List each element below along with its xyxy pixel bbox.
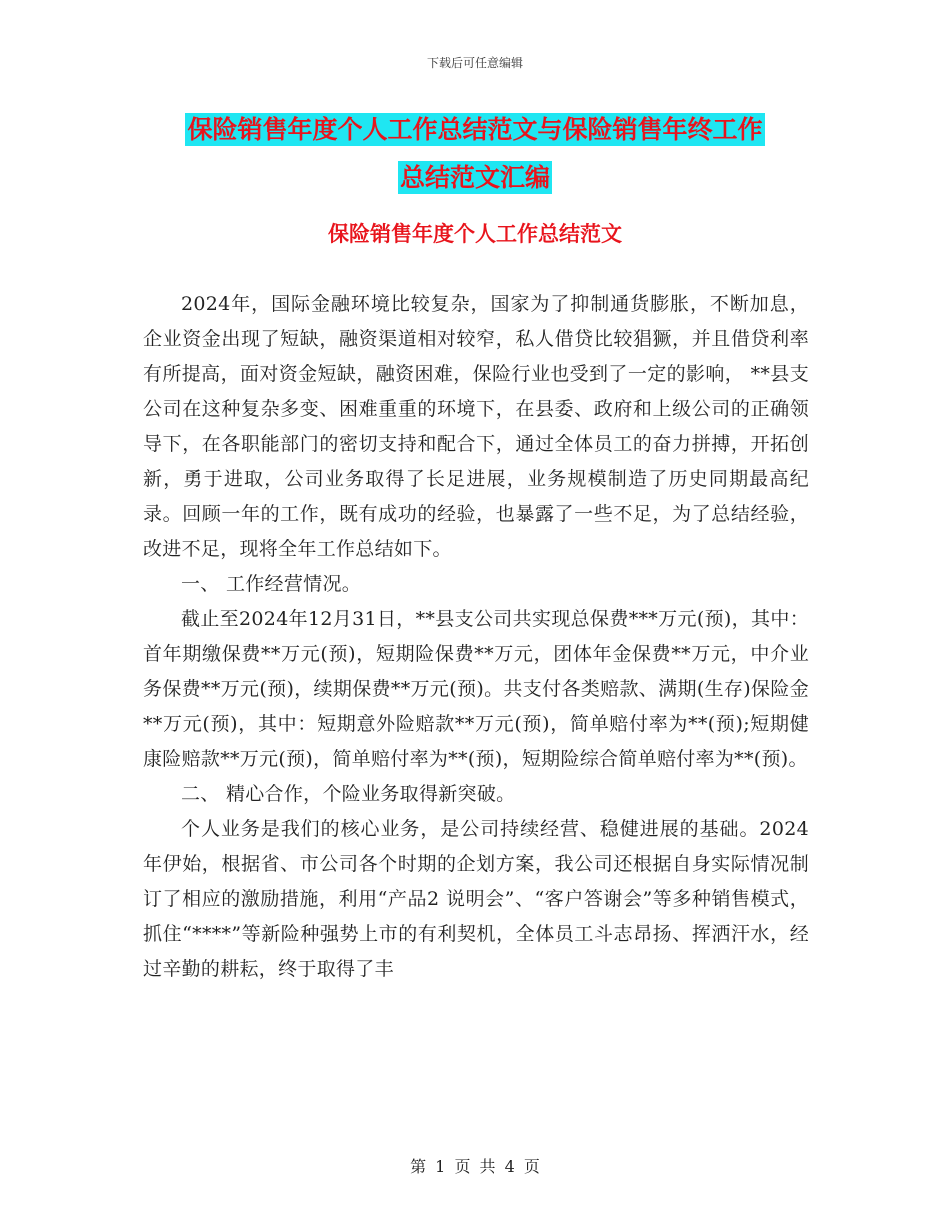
section-title: 保险销售年度个人工作总结范文 [328, 222, 622, 246]
document-body [143, 287, 809, 987]
document-title-line-1: 保险销售年度个人工作总结范文与保险销售年终工作 [187, 115, 763, 144]
body-paragraph: 2024年，国际金融环境比较复杂，国家为了抑制通货膨胀，不断加息，企业资金出现了短缺，融资渠道相对较窄，私人借贷比较猖獗，并且借贷利率有所提高，面对资金短缺，融资困难，保险行业也受到了一定的影响， **县支公司在这种复杂多变、困难重重的环境下，在县委、政府和上级公司的正确领导下，在各职能部门的密切支持和配合下，通过全体员工的奋力拼搏，开拓创新，勇于进取，公司业务取得了长足进展，业务规模制造了历史同期最高纪录。回顾一年的工作，既有成功的经验，也暴露了一些不足，为了总结经验，改进不足，现将全年工作总结如下。 [143, 293, 809, 560]
page-header-note: 下载后可任意编辑 [426, 56, 523, 70]
body-heading-2: 二、 精心合作，个险业务取得新突破。 [181, 783, 516, 805]
document-title-line-2: 总结范文汇编 [399, 163, 550, 192]
body-paragraph: 截止至2024年12月31日，**县支公司共实现总保费***万元(预)，其中：首年期缴保费**万元(预)，短期险保费**万元，团体年金保费**万元，中介业务保费**万元(预)，续期保费**万元(预)。共支付各类赔款、满期(生存)保险金**万元(预)，其中：短期意外险赔款**万元(预)，简单赔付率为**(预);短期健康险赔款**万元(预)，简单赔付率为**(预)，短期险综合简单赔付率为**(预)。 [143, 608, 809, 770]
document-title [0, 106, 950, 202]
body-heading-1: 一、 工作经营情况。 [181, 573, 362, 595]
page-footer: 第 1 页 共 4 页 [410, 1157, 540, 1176]
body-paragraph: 个人业务是我们的核心业务，是公司持续经营、稳健进展的基础。2024年伊始，根据省、市公司各个时期的企划方案，我公司还根据自身实际情况制订了相应的激励措施，利用“产品2 说明会”、“客户答谢会”等多种销售模式，抓住“****”等新险种强势上市的有利契机，全体员工斗志昂扬、挥洒汗水，经过辛勤的耕耘，终于取得了丰 [143, 818, 809, 980]
